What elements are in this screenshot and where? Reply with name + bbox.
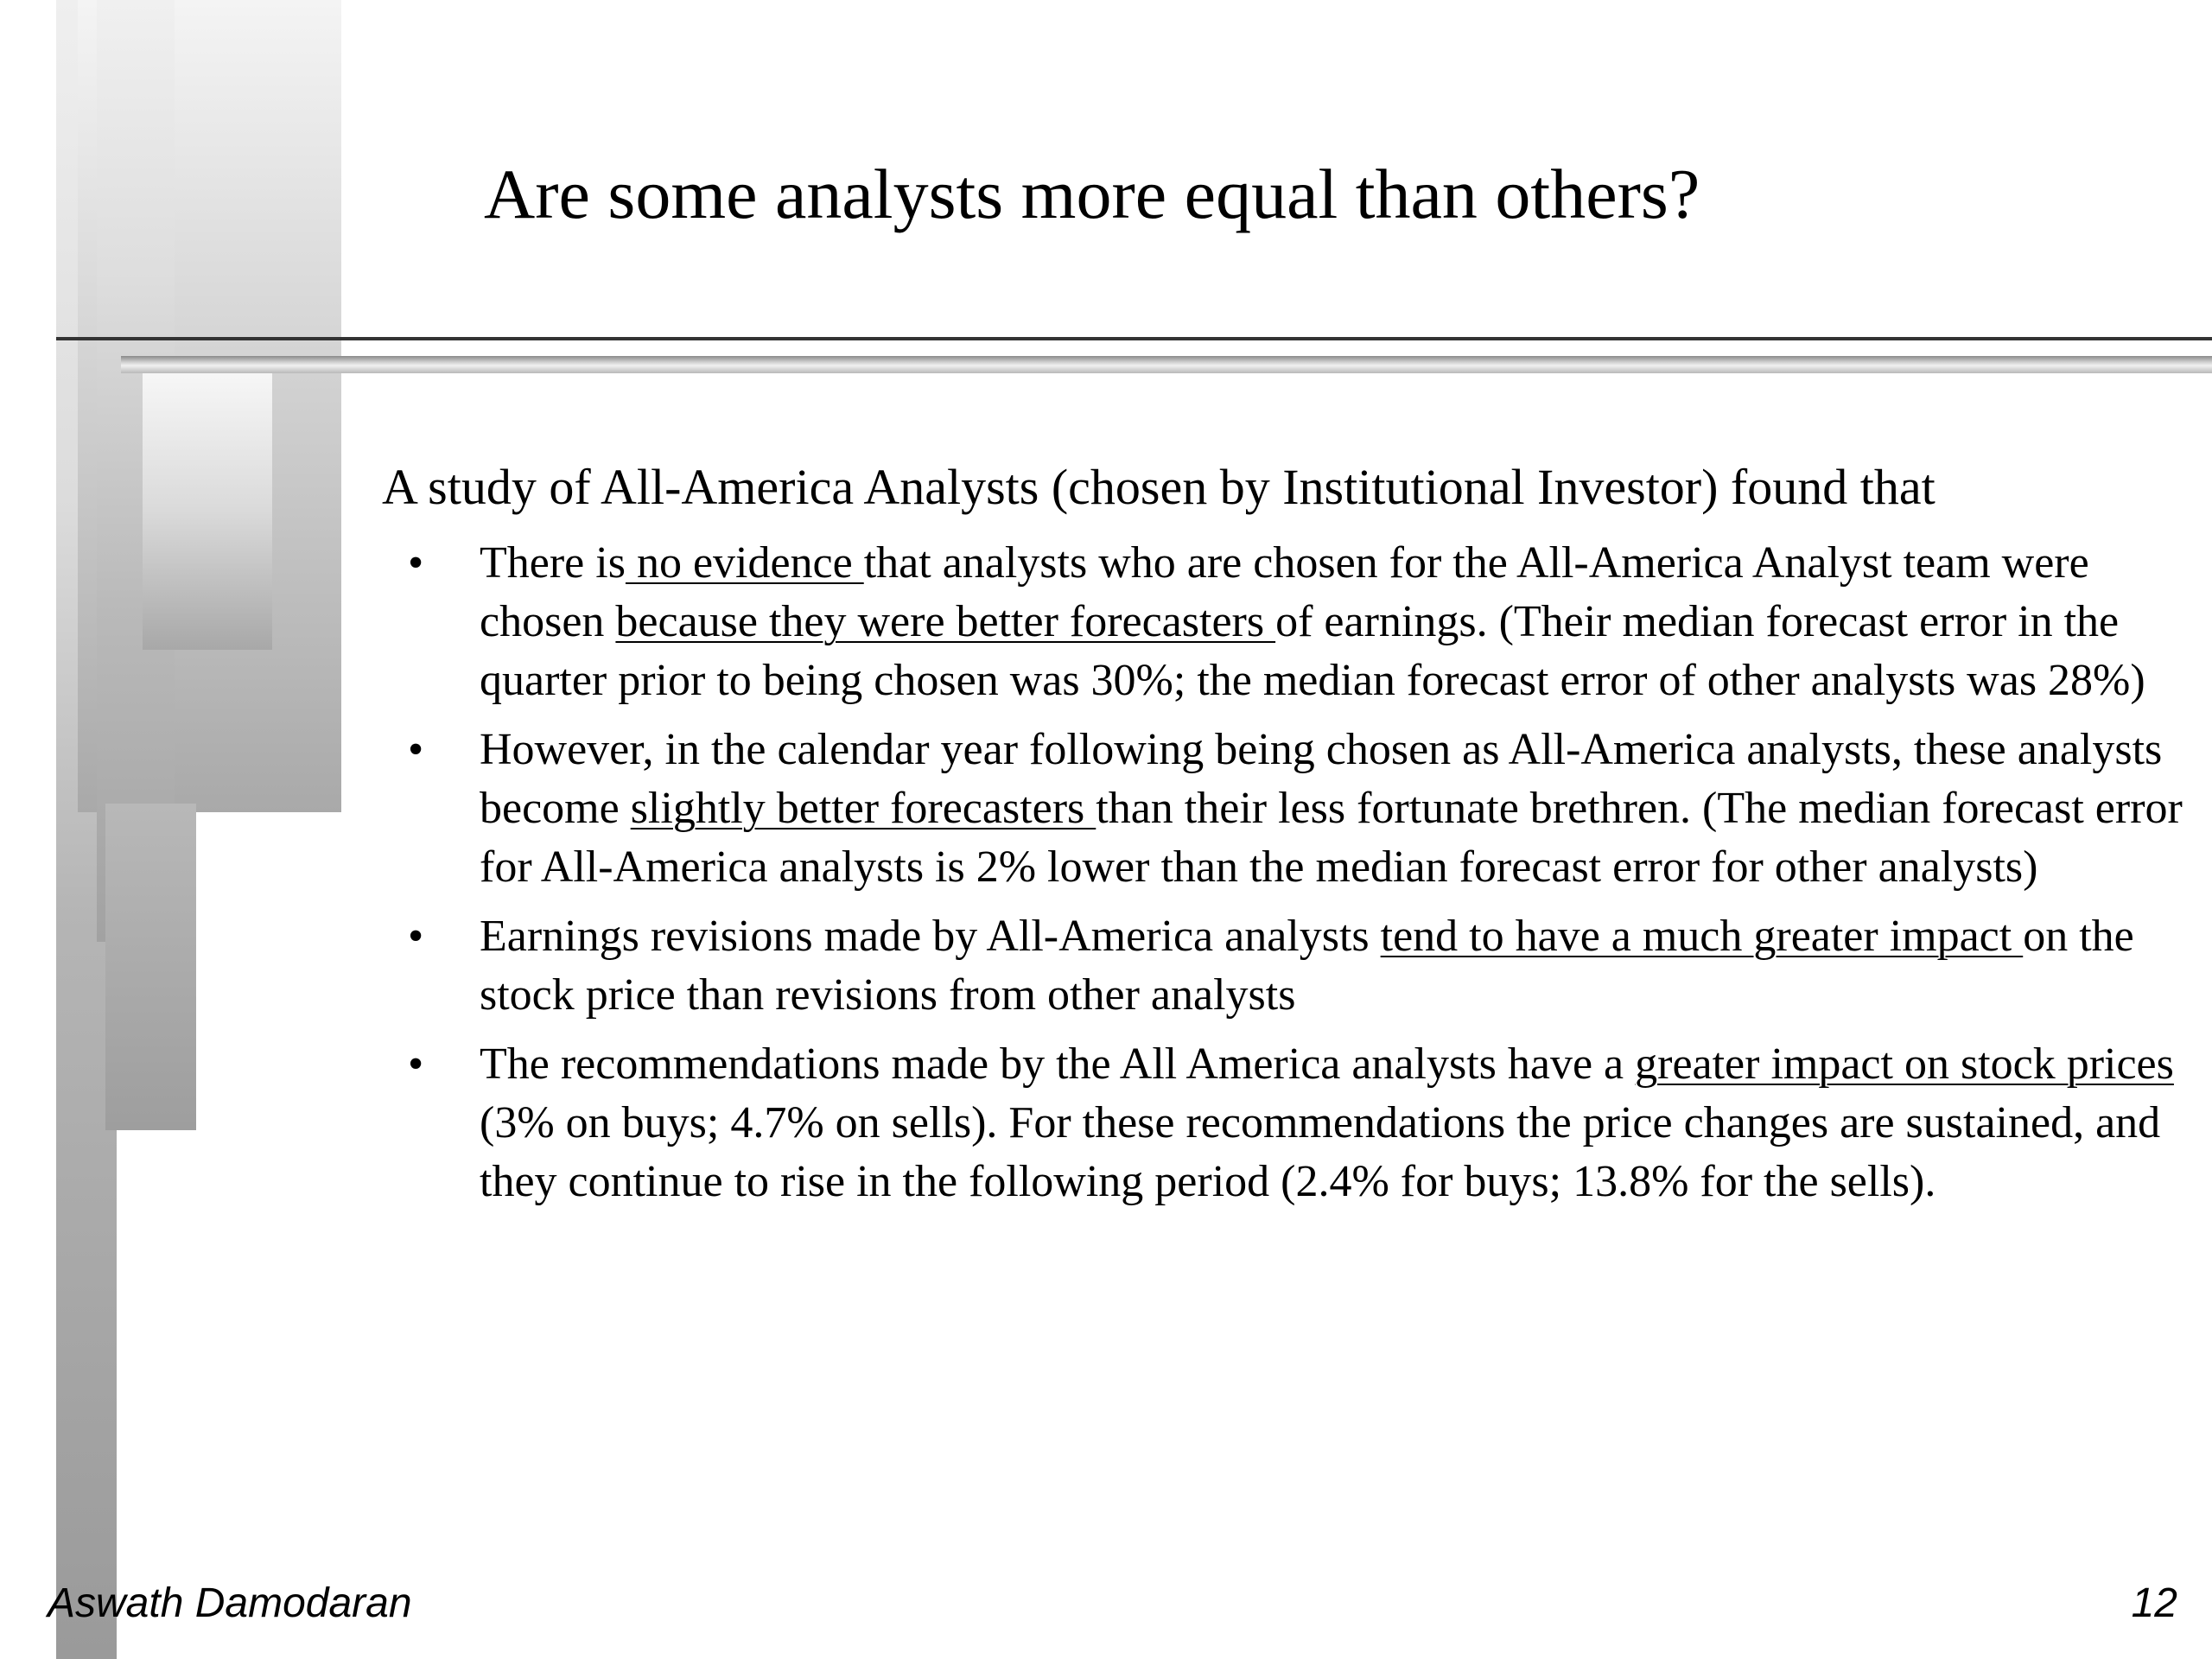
finding-text — [480, 534, 2199, 710]
bullet-icon: • — [408, 1039, 424, 1089]
finding-emphasis: greater impact on stock prices — [1635, 1039, 2174, 1089]
finding-item-1 — [382, 534, 2145, 710]
footer-author: Aswath Damodaran — [48, 1580, 412, 1626]
bullet-icon: • — [408, 912, 424, 961]
finding-emphasis: tend to have a much greater impact — [1380, 912, 2024, 961]
finding-item-4 — [382, 1035, 2174, 1211]
finding-text-part: The recommendations made by the All America analysts have a — [480, 1039, 1636, 1089]
finding-text-part: (3% on buys; 4.7% on sells). For these recommendations the price changes are sustained, and they continue to rise in the following period (2.4% for buys; 13.8% for the sells). — [480, 1098, 2161, 1206]
bullet-icon: • — [408, 538, 424, 588]
page-number: 12 — [2131, 1580, 2177, 1626]
finding-text-part: than their less fortunate brethren. (The median forecast error for All-America analysts is 2% lower than the median forecast error for other analysts) — [480, 784, 2183, 892]
slide-title: Are some analysts more equal than others? — [484, 155, 1700, 233]
title-rule-dark — [56, 337, 2212, 340]
finding-text-part: There is — [480, 538, 626, 588]
finding-item-2 — [382, 721, 2183, 897]
finding-text — [480, 907, 2199, 1025]
bullet-icon: • — [408, 725, 424, 774]
finding-text-part: that analysts who are chosen for the All-America Analyst team were chosen — [480, 538, 2089, 646]
title-rule-shaded — [121, 356, 2212, 373]
finding-text-part: of earnings. (Their median forecast error in the quarter prior to being chosen was 30%; the median forecast error of other analysts was 28%) — [480, 597, 2145, 705]
finding-emphasis: because they were better forecasters — [615, 597, 1276, 646]
findings-list — [382, 534, 2183, 1222]
intro-text: A study of All-America Analysts (chosen by Institutional Investor) found that — [382, 459, 1936, 515]
finding-text-part: Earnings revisions made by All-America analysts — [480, 912, 1381, 961]
decorative-bar-low — [105, 804, 196, 1130]
finding-emphasis: slightly better forecasters — [630, 784, 1096, 833]
finding-text — [480, 721, 2199, 897]
finding-text-part: on the stock price than revisions from other analysts — [480, 912, 2134, 1020]
decorative-bar-inner — [143, 372, 272, 650]
finding-emphasis: no evidence — [625, 538, 864, 588]
finding-item-3 — [382, 907, 2134, 1025]
finding-text — [480, 1035, 2199, 1211]
finding-text-part: However, in the calendar year following being chosen as All-America analysts, these analysts become — [480, 725, 2163, 833]
